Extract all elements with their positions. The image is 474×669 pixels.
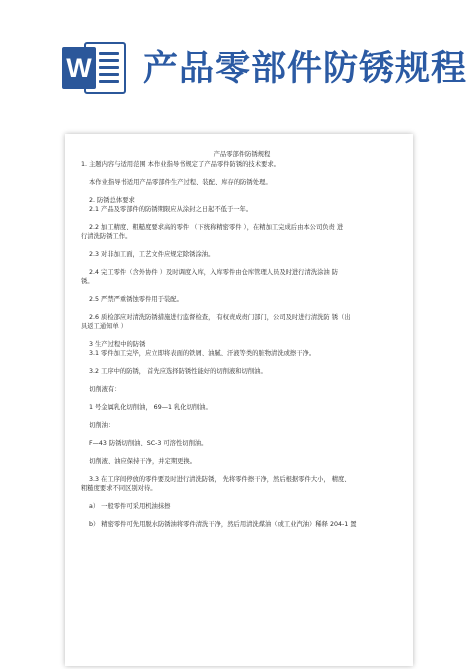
paragraph: 切削油：: [89, 422, 115, 429]
paragraph: 行清洗防锈工作。: [81, 233, 132, 240]
paragraph: 2.6 质检部应对清洗防锈措施进行监督检查， 有权责成责门部门，公司及时进行清洗防 锈（出: [89, 314, 351, 321]
paragraph: 2.1 产品及零部件的防锈期限应从涂封之日起不低于一年。: [89, 206, 253, 213]
paragraph: 2.5 严禁严重锈蚀零件用于装配。: [89, 296, 183, 303]
list-item: b） 精密零件可先用脱水防锈油将零件清洗干净，然后用清洗煤油（或工业汽油）稀释 204-1 置: [89, 521, 357, 528]
paragraph: 2.4 完工零件（含外协件 ）及时调度入库，入库零件由仓库管理人员及时进行清洗涂油 防: [89, 269, 339, 276]
paragraph: 1 号金属乳化切削油， 69—1 乳化切削油。: [89, 404, 212, 411]
document-content: [81, 150, 403, 529]
paragraph: 1. 主题内容与适用范围 本作业指导书规定了产品零件防锈的技术要求。: [81, 161, 280, 168]
paragraph: 切削液、油应保持干净，并定期更换。: [89, 458, 197, 465]
list-item: a） 一般零件可采用机油抹擦: [89, 503, 171, 510]
paragraph: 本作业指导书适用产品零部件生产过程、装配、库存的防锈处理。: [89, 179, 272, 186]
document-title: 产品零部件防锈规程: [213, 151, 271, 158]
paragraph: 3.2 工序中的防锈， 首先应选择防锈性能好的切削液和切削油。: [89, 368, 267, 375]
paragraph: 3.3 在工序间停放的零件要及时进行清洗防锈， 先将零件擦干净，然后根据零件大小， 精度、: [89, 476, 351, 483]
paragraph: 切削液有：: [89, 386, 121, 393]
paragraph: 2.3 对非加工面，工艺文件应规定除锈涂油。: [89, 251, 215, 258]
word-document-icon: [62, 42, 126, 94]
paragraph: 锈。: [81, 278, 94, 285]
paragraph: 2.2 加工精度、粗糙度要求高的零件 （下统称精密零件 ），在精加工完成后由本公司负责 进: [89, 224, 344, 231]
section-heading: 3 生产过程中的防锈: [89, 341, 146, 348]
paragraph: F—43 防锈切削油、SC-3 可溶性切削油。: [89, 440, 208, 447]
page-title: 产品零部件防锈规程: [143, 49, 468, 89]
section-heading: 2. 防锈总体要求: [89, 197, 135, 204]
paragraph: 3.1 零件加工完毕，应立即将表面的铁屑、油腻、汗液等类的脏物清洗或擦干净。: [89, 350, 316, 357]
word-letter-badge: W: [62, 47, 96, 89]
header-banner: [0, 0, 474, 120]
document-page: [65, 134, 413, 666]
paragraph: 粗糙度要求不同区别对待。: [81, 485, 157, 492]
paragraph: 具返工通知单 ）: [81, 323, 128, 330]
